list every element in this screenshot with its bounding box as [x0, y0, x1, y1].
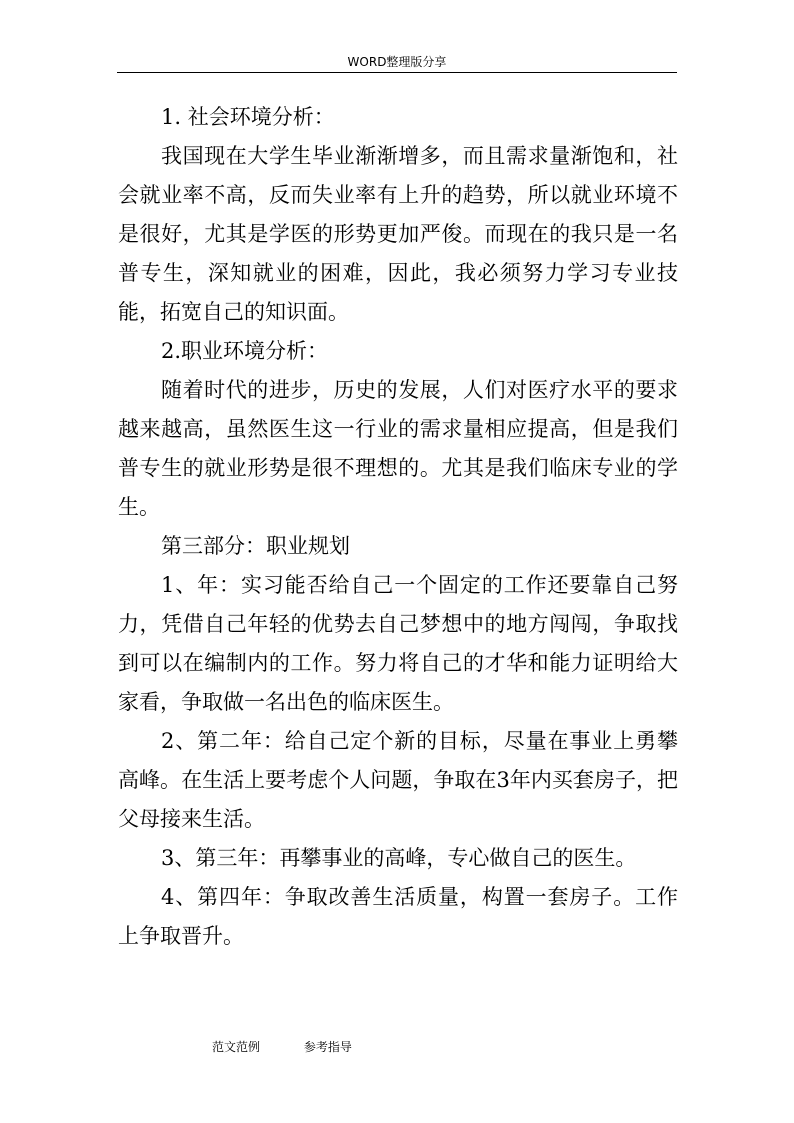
plan-year-3: 3、第三年：再攀事业的高峰，专心做自己的医生。 — [161, 846, 637, 870]
plan-year-1: 1、年：实习能否给自己一个固定的工作还要靠自己努力，凭借自己年轻的优势去自己梦想中的地方闯闯，争取找到可以在编制内的工作。努力将自己的才华和能力证明给大家看，争取做一名出色的临床医生。 — [118, 573, 678, 714]
paragraph-career-env: 随着时代的进步，历史的发展，人们对医疗水平的要求越来越高，虽然医生这一行业的需求量相应提高，但是我们普专生的就业形势是很不理想的。尤其是我们临床专业的学生。 — [118, 378, 678, 519]
section-heading-social: 1. 社会环境分析： — [161, 105, 335, 129]
footer-left-text: 范文范例 — [212, 1040, 261, 1054]
plan-year-4: 4、第四年：争取改善生活质量，构置一套房子。工作上争取晋升。 — [118, 885, 678, 948]
paragraph-social: 我国现在大学生毕业渐渐增多，而且需求量渐饱和，社会就业率不高，反而失业率有上升的趋势，所以就业环境不是很好，尤其是学医的形势更加严俊。而现在的我只是一名普专生，深知就业的困难，因此，我必须努力学习专业技能，拓宽自己的知识面。 — [118, 144, 678, 324]
plan-year-2: 2、第二年：给自己定个新的目标，尽量在事业上勇攀高峰。在生活上要考虑个人问题，争取在3年内买套房子，把父母接来生活。 — [118, 729, 678, 831]
header-rule — [117, 72, 677, 73]
footer-right-text: 参考指导 — [303, 1040, 352, 1054]
document-body — [118, 98, 678, 956]
page-header: WORD整理版分享 — [347, 55, 447, 69]
section-heading-career-env: 2.职业环境分析： — [161, 339, 329, 363]
page-footer — [212, 1040, 392, 1054]
part-heading-career-plan: 第三部分：职业规划 — [161, 534, 350, 558]
